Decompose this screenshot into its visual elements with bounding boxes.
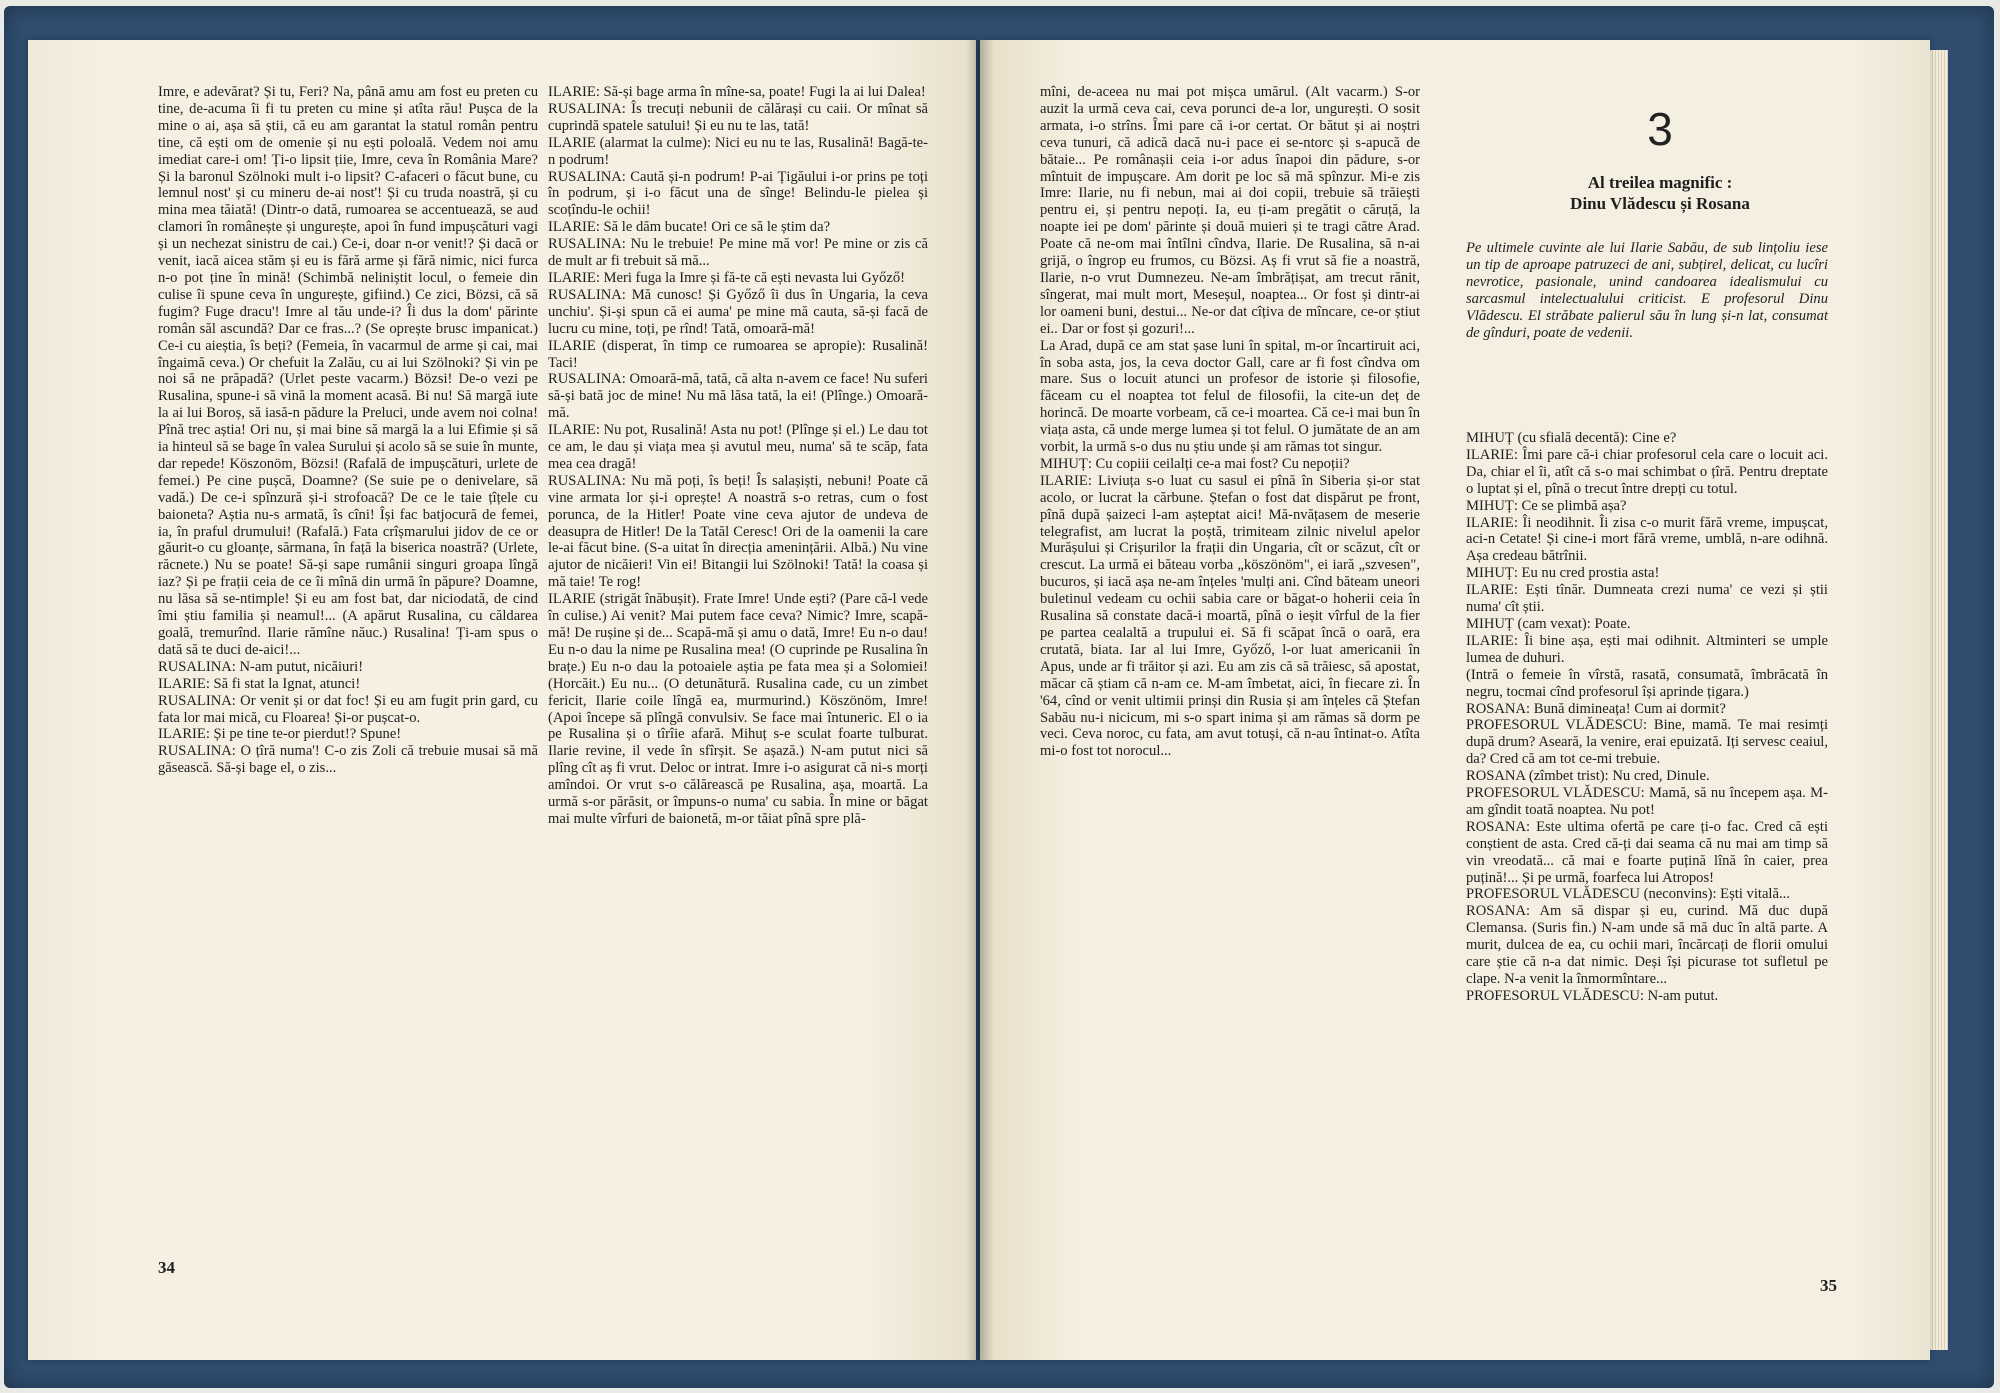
right-column-2 [1466,430,1828,1005]
chapter-title [1500,172,1820,214]
paragraph: mîni, de-aceea nu mai pot mișca umărul. (Alt vacarm.) S-or auzit la urmă ceva cai, ceva porunci de-a lor, ungurești. O sosit armata, i-o strîns. Îmi pare că i-or certat. Or bătut și ai noștri ceva tunuri, că adică dacă nu-i pace ei se-ntorc și s-apucă de bătaie... Pe românașii ceia i-or adus înapoi din pădure, s-or mîntuit de impușcare. Am dorit pe loc să mă spînzur. Mi-e zis Imre: Ilarie, nu fi nebun, mai ai doi copii, trebuie să trăiești pentru ei, și pentru nepoți. Ia, eu ți-am pregătit o căruță, la noapte iei pe dom' părinte și două muieri și te tragi către Arad. Poate că ne-om mai întîlni cîndva, Ilarie. De Rusalina, să n-ai grijă, o îngrop eu frumos, cu Bözsi. Aș fi vrut să fie a noastră, Ilarie, n-o vrut Dumnezeu. Ne-am îmbrățișat, am trecut rănit, sîngerat, mai mult mort, Meseșul, noaptea... Or fost și dintr-ai lor oameni buni, destui... Ne-or dat cîțiva de mîncare, ce-or știut ei.. Dar or fost și gozuri!... [1040,84,1420,337]
book-spine [966,40,994,1360]
paragraph: La Arad, după ce am stat șase luni în spital, m-or încartiruit aci, în soba asta, jos, la ceva doctor Gall, care ar fi fost cîndva om mare. Sus o locuit atunci un profesor de istorie și filosofie, făceam cu el noaptea tot felul de filosofii, la cite-un deț de horincă. De moarte vorbeam, că ce-i moartea. Că ce-i mai bun în viața asta, că unde merge lumea și tot felul. O jumătate de an am vorbit, la urmă s-o dus nu știu unde și am rămas tot singur. [1040,337,1420,456]
paragraph: ROSANA: Bună dimineața! Cum ai dormit? [1466,700,1726,717]
left-column-1 [158,84,538,777]
paragraph: ILARIE: Să le dăm bucate! Ori ce să le știm da? [548,219,831,236]
paragraph: ILARIE: Nu pot, Rusalină! Asta nu pot! (Plînge și el.) Le dau tot ce am, le dau și viața mea și avutul meu, numa' să te scăp, fata mea cea dragă! [548,422,928,472]
paragraph: MIHUȚ: Ce se plimbă așa? [1466,497,1627,514]
paragraph: ILARIE (disperat, în timp ce rumoarea se apropie): Rusalină! Taci! [548,337,928,371]
paragraph: PROFESORUL VLĂDESCU: Bine, mamă. Te mai resimți după drum? Aseară, la venire, erai epuizată. Iți servesc ceaiul, da? Cred că am tot ce-mi trebuie. [1466,717,1828,768]
paragraph: ILARIE: Să fi stat la Ignat, atunci! [158,675,361,692]
paragraph: ROSANA: Am să dispar și eu, curind. Mă duc după Clemansa. (Suris fin.) N-am unde să mă duc în altă parte. A murit, dulcea de ea, cu ochii mari, încărcați de florii omului care știe că n-a dat nimic. Deși își picurase tot sufletul pe clape. N-a venit la înmormîntare... [1466,903,1828,987]
paragraph: Imre, e adevărat? Și tu, Feri? Na, până amu am fost eu preten cu tine, de-acuma îi fi tu preten cu mine și atîta rău! Pușca de la mine o ai, așa să știi, că eu am garantat la statul român pentru tine, că ești om de omenie și nu ești poloală. Vedem noi amu imediat care-i om! Ți-o lipsit țiie, Imre, ceva în România Mare? Și la baronul Szölnoki mult i-o lipsit? C-afaceri o făcut bune, cu lemnul nost' și cu mineru de-ai nost'! Și cu truda noastră, și cu mina mea tăiată! (Dintr-o dată, rumoarea se accentuează, se aud clamori în românește și ungurește, apoi în fund impușcături vagi și un nechezat sinistru de cai.) Ce-i, doar n-or venit!? Și dacă or venit, iacă aicea stăm și eu is fără arme și fără nimic, nici furca n-o pot ține în mină! (Schimbă neliniștit locul, o femeie din culise îi spune ceva în ungurește, gifiind.) Ce zici, Bözsi, că să fugim? Fuge dracu'! Imre al tău unde-i? Îi dus la dom' părinte român săl ascundă? Dar ce fras...? (Se oprește brusc impanicat.) Ce-i cu aieștia, îs beți? (Femeia, în vacarmul de arme și cai, mai îngaimă ceva.) Or chefuit la Zalău, cu ai lui Szölnoki? Și vin pe noi să ne prăpadă? (Urlet peste vacarm.) Bözsi! De-o vezi pe Rusalina, spune-i să vină la moment acasă. Bi nu! Să margă iute la ai lui Boroș, să iasă-n pădure la Preluci, unde avem noi colna! Pînă trec aștia! Ori nu, și mai bine să margă la a lui Efimie și să ia hinteul să se bage în valea Surului și acolo să se suie în munte, dar repede! Köszonöm, Bözsi! (Rafală de impușcături, urlete de femei.) Pe cine pușcă, Doamne? (Se suie pe o denivelare, să vadă.) De ce-i spînzură și-i strofoacă? De ce le taie țîțele cu baioneta? Aștia nu-s armată, îs cîni! Își fac batjocură de femei, ia, în praful drumului! (Rafală.) Fata crîșmarului jidov de ce or găurit-o cu gloanțe, sărmana, în față la biserica noastră? (Urlete, răcnete.) Nu se poate! Să-și sape rumânii singuri groapa lîngă iaz? Și pe frații ceia de ce îi mînă din urmă în păpure? Doamne, nu lăsa să se-ntimple! Și eu am fost bat, dar niciodată, de cind îmi știu familia și neamul!... (A apărut Rusalina, cu căldarea goală, tremurînd. Ilarie rămîne năuc.) Rusalina! Ți-am spus o dată să te duci de-aici!... [158,84,538,658]
page-number-right: 35 [1820,1276,1837,1295]
chapter-number: 3 [1647,103,1673,155]
page-number-left: 34 [158,1258,175,1277]
paragraph: MIHUȚ: Eu nu cred prostia asta! [1466,565,1660,582]
paragraph: MIHUȚ (cam vexat): Poate. [1466,615,1631,632]
chapter-intro: Pe ultimele cuvinte ale lui Ilarie Sabău, de sub lințoliu iese un tip de aproape patruzeci de ani, subțirel, delicat, cu lucîri nevrotice, pasionale, unind candoarea idealismului cu sarcasmul intelectualului criticist. E profesorul Dinu Vlădescu. El străbate palierul său în lung și-n lat, consumat de gînduri, poate de vedenii. [1466,240,1828,341]
paragraph: RUSALINA: N-am putut, nicăiuri! [158,658,364,675]
paragraph: ILARIE (strigăt înăbușit). Frate Imre! Unde ești? (Pare că-l vede în culise.) Ai venit? Mai putem face ceva? Nimic? Imre, scapă-mă! De rușine și de... Scapă-mă și amu o dată, Imre! Eu n-o dau! Eu n-o dau la nime pe Rusalina mea! (O cuprinde pe Rusalina în brațe.) Eu n-o dau la potoaiele aștia pe fata mea și a Solomiei! (Horcăit.) Eu nu... (O detunătură. Rusalina cade, cu un zimbet fericit, Ilarie coile lîngă ea, murmurind.) Köszönöm, Imre! (Apoi începe să plîngă convulsiv. Se face mai întuneric. El o ia pe Rusalina și o tîrîie afară. Mihuț s-e sculat foarte tulburat. Ilarie revine, il vede în sfîrșit. Se așază.) N-am putut nici să plîng cît aș fi vrut. Deloc or intrat. Imre i-o asigurat că ni-s morți amîndoi. Or vrut s-o călărească pe Rusalina, așa, moartă. La urmă s-or părăsit, or împuns-o numa' cu sabia. În mine or băgat mai multe vîrfuri de baionetă, m-or tăiat pînă spre plă- [548,591,928,827]
page-edges [1929,50,1948,1350]
paragraph: PROFESORUL VLĂDESCU: Mamă, să nu începem așa. M-am gîndit toată noaptea. Nu pot! [1466,785,1828,818]
paragraph: ILARIE: Îmi pare că-i chiar profesorul cela care o locuit aci. Da, chiar el îi, atît că s-o mai schimbat o țîră. Pentru dreptate o luptat și el, pînă o trecut între drepți cu totul. [1466,446,1828,497]
paragraph: ILARIE: Ești tînăr. Dumneata crezi numa' ce vezi și știi numa' cît știi. [1466,582,1828,616]
paragraph: ILARIE (alarmat la culme): Nici eu nu te las, Rusalină! Bagă-te-n podrum! [548,134,928,168]
paragraph: ROSANA (zîmbet trist): Nu cred, Dinule. [1466,768,1710,785]
paragraph: MIHUȚ: Cu copiii ceilalți ce-a mai fost? Cu nepoții? [1040,455,1350,472]
chapter-title-line-2: Dinu Vlădescu și Rosana [1570,194,1750,213]
paragraph: RUSALINA: Mă cunosc! Și Győző îi dus în Ungaria, la ceva unchiu'. Și-și spun că ei auma' pe mine mă cauta, să-și facă de lucru cu mine, toți, pe rînd! Tată, omoară-mă! [548,286,928,337]
paragraph: ILARIE: Meri fuga la Imre și fă-te că ești nevasta lui Győző! [548,269,906,286]
paragraph: (Intră o femeie în vîrstă, rasată, consumată, îmbrăcată în negru, tocmai cînd profesorul își aprinde țigara.) [1466,666,1828,700]
paragraph: ILARIE: Îi bine așa, ești mai odihnit. Altminteri se umple lumea de duhuri. [1466,632,1828,666]
paragraph: ILARIE: Și pe tine te-or pierdut!? Spune! [158,726,402,743]
left-page [28,40,976,1360]
paragraph: MIHUȚ (cu sfială decentă): Cine e? [1466,430,1677,446]
chapter-title-line-1: Al treilea magnific : [1587,173,1733,192]
paragraph: RUSALINA: Caută și-n podrum! P-ai Țigăului i-or prins pe toți în podrum, și i-o făcut una de sînge! Belindu-le pielea și scoțîndu-le ochii! [548,168,928,219]
paragraph: ILARIE: Să-și bage arma în mîne-sa, poate! Fugi la ai lui Dalea! [548,84,926,100]
paragraph: RUSALINA: Or venit și or dat foc! Și eu am fugit prin gard, cu fata lor mai mică, cu Floarea! Și-or pușcat-o. [158,692,538,726]
right-column-1 [1040,84,1420,760]
paragraph: RUSALINA: O țîră numa'! C-o zis Zoli că trebuie musai să mă găsească. Să-și bage el, o zis... [158,743,538,777]
paragraph: RUSALINA: Nu mă poți, îs beți! Îs salașiști, nebuni! Poate că vine armata lor și-i oprește! A noastră s-o retras, cum o fost porunca, de la Hitler! Poate vine ceva ajutor de undeva de deasupra de Hitler! De la Tatăl Ceresc! Ori de la oamenii la care le-ai făcut bine. (S-a uitat în direcția amenințării. Albă.) Nu vine ajutor de nicăieri! Vin ei! Bitangii lui Szölnoki! Tată! la coasa și mă taie! Te rog! [548,472,928,591]
paragraph: ROSANA: Este ultima ofertă pe care ți-o fac. Cred că ești conștient de asta. Cred că-ți dai seama că nu mai am timp să vin vreodată... că mai e foarte puțină lînă în caier, prea puțină!... Și pe urmă, foarfeca lui Atropos! [1466,818,1828,886]
paragraph: ILARIE: Îi neodihnit. Îi zisa c-o murit fără vreme, impușcat, aci-n Cetate! Și cine-i mort fără vreme, umblă, n-are odihnă. Așa credeau bătrînii. [1466,514,1828,565]
left-column-2 [548,84,928,828]
paragraph: PROFESORUL VLĂDESCU (neconvins): Ești vitală... [1466,886,1790,903]
paragraph: RUSALINA: Nu le trebuie! Pe mine mă vor! Pe mine or zis că de mult ar fi trebuit să mă... [548,236,928,270]
paragraph: RUSALINA: Omoară-mă, tată, că alta n-avem ce face! Nu suferi să-și bată joc de mine! Nu mă lăsa tată, la ei! (Plînge.) Omoară-mă. [548,371,928,422]
paragraph: RUSALINA: Îs trecuți nebunii de călărași cu caii. Or mînat să cuprindă spatele satului! Și eu nu te las, tată! [548,100,928,134]
right-page [980,40,1930,1360]
paragraph: PROFESORUL VLĂDESCU: N-am putut. [1466,987,1719,1004]
paragraph: ILARIE: Liviuța s-o luat cu sasul ei pînă în Siberia și-or stat acolo, or lucrat la cărbune. Ștefan o fost dat dispărut pe front, pînă după șaizeci l-am așteptat aici! Mă-nvățasem de meserie telegrafist, am lucrat la poștă, trimiteam zilnic nivelul apelor Murășului și Crișurilor la frații din Ungaria, cît or scăzut, cît or crescut. La urmă ei băteau vorba „köszönöm", ei iară „szvesen", bucuros, și iacă așa ne-am înțeles 'mulți ani. Cînd băteam uneori buletinul vedeam cu ochii sabia care or băgat-o hoherii ceia în Rusalina să constate dacă-i moartă, pînă o ieșit vîrful de la fier pe partea cealaltă a trupului ei. Să fi scăpat încă o oară, era crutată, biata. Iar al lui Imre, Győző, l-or luat americanii în Apus, unde ar fi trăitor și azi. Eu am zis că să trăiesc, să apostat, măcar că știam că n-am ce. M-am îmbetat, aici, în fiecare zi. În '64, cînd or venit ultimii prinși din Rusia și am înțeles că Ștefan Sabău nu-i nicicum, mi s-o spart inima și am rămas să dorm pe veci. Ceva noroc, cu fata, am avut totuși, că n-au întinat-o. Atîta mi-o fost tot norocul... [1040,472,1420,760]
